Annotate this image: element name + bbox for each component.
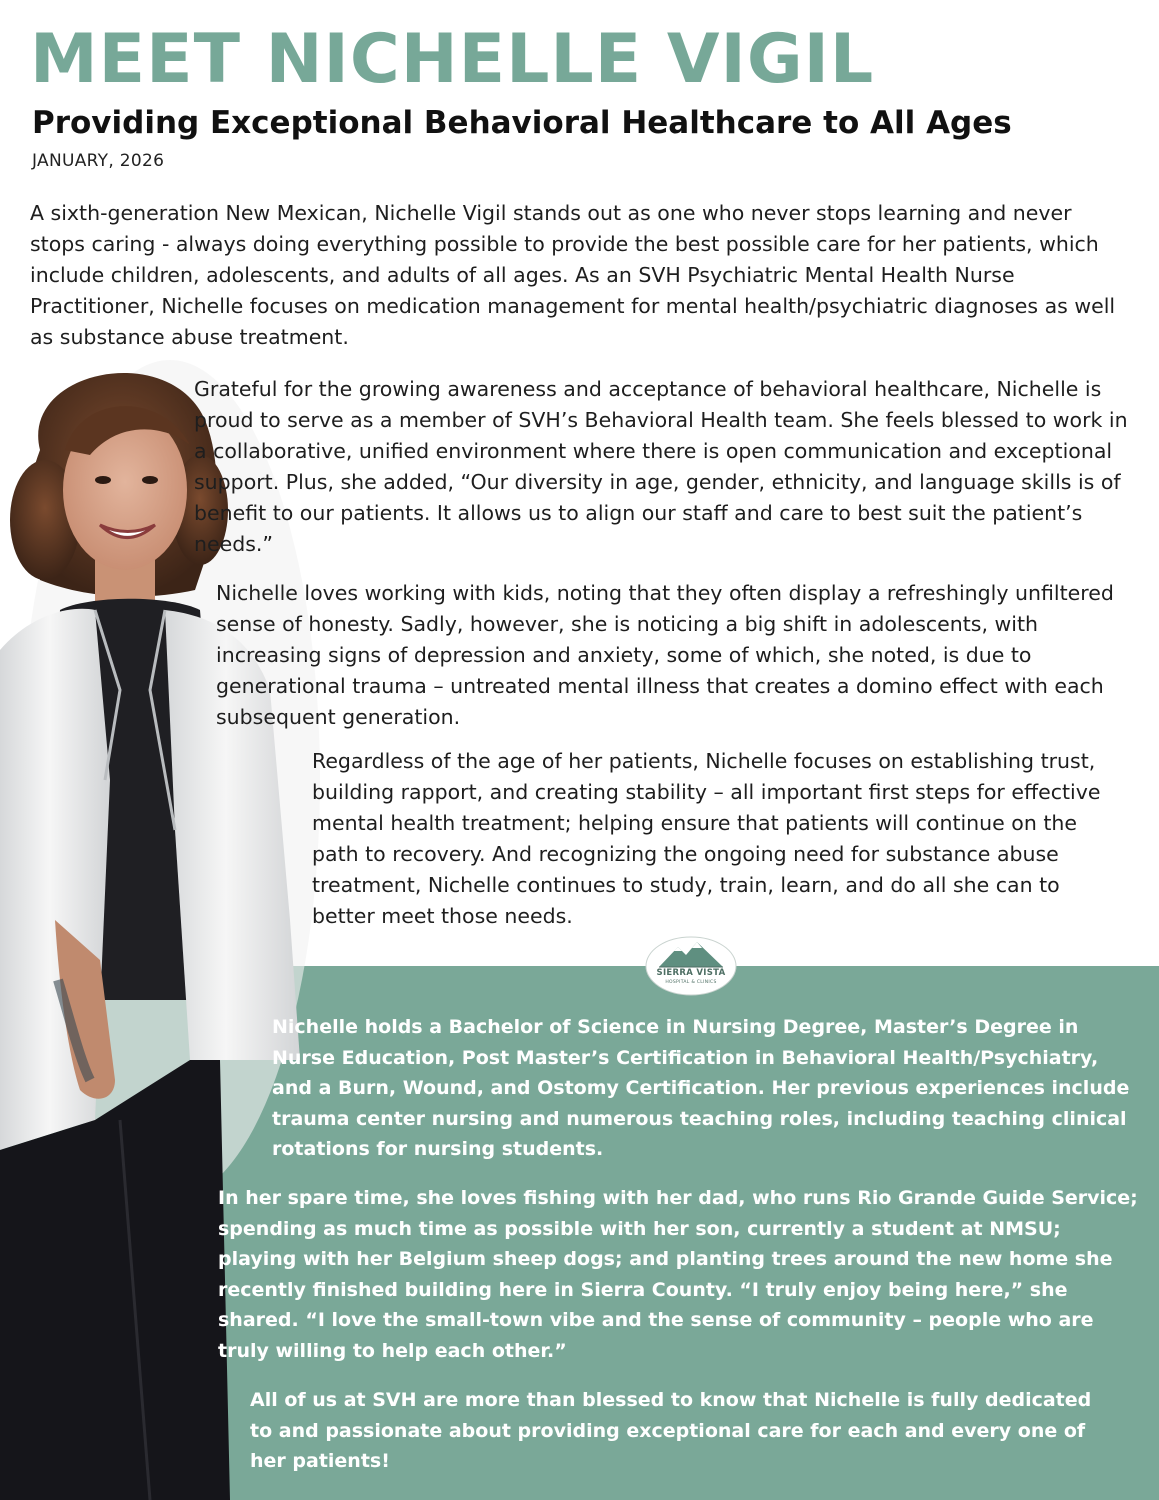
logo-tagline: HOSPITAL & CLINICS <box>665 980 717 985</box>
publication-date: JANUARY, 2026 <box>32 151 165 171</box>
article-paragraph-2: Nichelle loves working with kids, noting that they often display a refreshingly unfiltered sense of honesty. Sadly, however, she is noticing a big shift in adolescents, with increasing signs of depression and anxiety, some of which, she noted, is due to generational trauma – untreated mental illness that creates a domino effect with each subsequent generation. <box>216 581 1114 729</box>
panel-paragraph-2: In her spare time, she loves fishing with her dad, who runs Rio Grande Guide Service; spending as much time as possible with her son, currently a student at NMSU; playing with her Belgium sheep dogs; and planting trees around the new home she recently finished building here in Sierra County. “I truly enjoy being here,” she shared. “I love the small-town vibe and the sense of community – people who are truly willing to help each other.” <box>218 1187 1138 1362</box>
panel-paragraph-3: All of us at SVH are more than blessed to know that Nichelle is fully dedicated to and passionate about providing exceptional care for each and every one of her patients! <box>250 1389 1092 1472</box>
mountain-logo-icon <box>645 936 737 996</box>
logo-name: SIERRA VISTA <box>656 968 726 978</box>
intro-paragraph: A sixth-generation New Mexican, Nichelle Vigil stands out as one who never stops learning and never stops caring - always doing everything possible to provide the best possible care for her patients, which include children, adolescents, and adults of all ages. As an SVH Psychiatric Mental Health Nurse Practitioner, Nichelle focuses on medication management for mental health/psychiatric diagnoses as well as substance abuse treatment. <box>30 201 1116 349</box>
panel-paragraph-1: Nichelle holds a Bachelor of Science in Nursing Degree, Master’s Degree in Nurse Education, Post Master’s Certification in Behavioral Health/Psychiatry, and a Burn, Wound, and Ostomy Certification. Her previous experiences include trauma center nursing and numerous teaching roles, including teaching clinical rotations for nursing students. <box>272 1016 1130 1160</box>
page-subtitle: Providing Exceptional Behavioral Healthcare to All Ages <box>32 105 1012 141</box>
article-paragraph-3: Regardless of the age of her patients, Nichelle focuses on establishing trust, building rapport, and creating stability – all important first steps for effective mental health treatment; helping ensure that patients will continue on the path to recovery. And recognizing the ongoing need for substance abuse treatment, Nichelle continues to study, train, learn, and do all she can to better meet those needs. <box>312 749 1101 928</box>
page-title: MEET NICHELLE VIGIL <box>30 20 875 99</box>
article-paragraph-1: Grateful for the growing awareness and acceptance of behavioral healthcare, Nichelle is proud to serve as a member of SVH’s Behavioral Health team. She feels blessed to work in a collaborative, unified environment where there is open communication and exceptional support. Plus, she added, “Our diversity in age, gender, ethnicity, and language skills is of benefit to our patients. It allows us to align our staff and care to best suit the patient’s needs.” <box>194 377 1128 556</box>
